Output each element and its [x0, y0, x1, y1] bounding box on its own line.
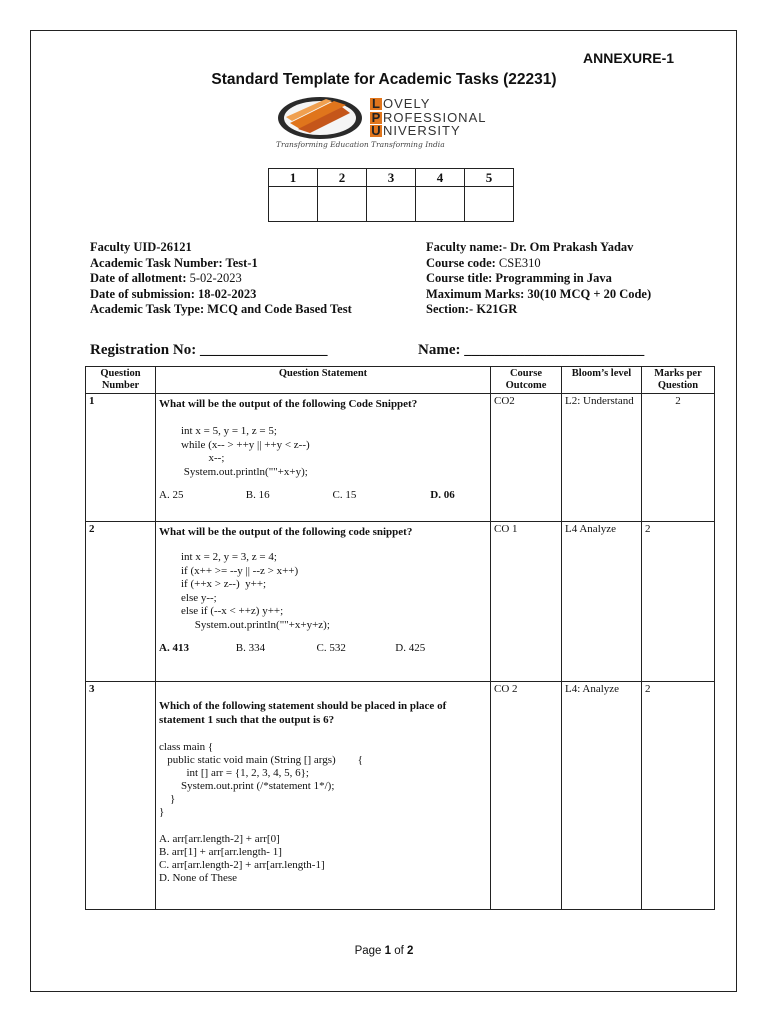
- maximum-marks: Maximum Marks: 30(10 MCQ + 20 Code): [426, 286, 652, 301]
- score-table: [268, 168, 514, 222]
- score-cell[interactable]: [465, 187, 514, 222]
- logo-wordmark: L OVELY P ROFESSIONAL U NIVERSITY: [371, 96, 487, 138]
- faculty-name: Faculty name:- Dr. Om Prakash Yadav: [426, 240, 634, 254]
- course-outcome: CO 2: [491, 682, 562, 910]
- option: A. 25: [159, 489, 184, 501]
- task-type: Academic Task Type: MCQ and Code Based Test: [90, 302, 352, 316]
- question-table: [85, 366, 715, 910]
- logo-emblem-icon: [276, 95, 364, 141]
- bloom-level: L4 Analyze: [562, 522, 642, 682]
- option: C. arr[arr.length-2] + arr[arr.length-1]: [159, 859, 325, 871]
- column-header: Question Number: [86, 367, 156, 394]
- bloom-level: L2: Understand: [562, 394, 642, 522]
- question-statement: [156, 682, 491, 910]
- option: C. 15: [332, 489, 357, 501]
- question-statement: [156, 522, 491, 682]
- option: B. arr[1] + arr[arr.length- 1]: [159, 846, 282, 858]
- marks: 2: [642, 394, 715, 522]
- registration-field[interactable]: Registration No: _________________: [90, 342, 328, 358]
- question-number: 1: [86, 394, 156, 522]
- options-row: [159, 642, 487, 654]
- score-cell[interactable]: [416, 187, 465, 222]
- options-list: [159, 833, 487, 885]
- bloom-level: L4: Analyze: [562, 682, 642, 910]
- table-row: [86, 394, 715, 522]
- marks: 2: [642, 522, 715, 682]
- score-header: 5: [465, 169, 514, 187]
- task-number: Academic Task Number: Test-1: [90, 255, 258, 270]
- score-header: 4: [416, 169, 465, 187]
- option: D. 425: [395, 642, 426, 654]
- university-logo: [276, 95, 496, 151]
- page-footer: Page 1 of 2: [354, 945, 414, 957]
- code-snippet: int x = 5, y = 1, z = 5; while (x-- > ++y || ++y < z--) x--; System.out.println(""+x+y);: [181, 425, 310, 478]
- code-snippet: class main { public static void main (String [] args) { int [] arr = {1, 2, 3, 4, 5, 6}; System.out.print (/*statement 1*/); } }: [159, 741, 363, 818]
- score-header: 1: [269, 169, 318, 187]
- details-left: [90, 240, 352, 318]
- logo-tagline: Transforming Education Transforming India: [276, 140, 445, 149]
- score-cell[interactable]: [269, 187, 318, 222]
- faculty-uid: Faculty UID-26121: [90, 240, 192, 254]
- option: C. 532: [316, 642, 346, 654]
- option: D. None of These: [159, 872, 237, 884]
- option-answer: D. 06: [430, 489, 455, 501]
- column-header: Bloom’s level: [562, 367, 642, 394]
- table-row: [86, 522, 715, 682]
- score-cell[interactable]: [318, 187, 367, 222]
- option: B. 16: [245, 489, 270, 501]
- score-cell[interactable]: [367, 187, 416, 222]
- course-title: Course title: Programming in Java: [426, 271, 612, 285]
- question-statement: [156, 394, 491, 522]
- marks: 2: [642, 682, 715, 910]
- column-header: Question Statement: [156, 367, 491, 394]
- options-row: [159, 489, 487, 501]
- option: A. arr[arr.length-2] + arr[0]: [159, 833, 280, 845]
- current-page: 1: [384, 945, 392, 957]
- question-stem: Which of the following statement should be placed in place of statement 1 such that the output is 6?: [159, 700, 447, 726]
- table-row: [86, 682, 715, 910]
- score-header: 2: [318, 169, 367, 187]
- option-answer: A. 413: [159, 642, 189, 654]
- section: Section:- K21GR: [426, 302, 518, 316]
- course-outcome: CO2: [491, 394, 562, 522]
- column-header: Course Outcome: [491, 367, 562, 394]
- document-title: Standard Template for Academic Tasks (22231): [211, 71, 557, 88]
- question-number: 2: [86, 522, 156, 682]
- annexure-label: ANNEXURE-1: [583, 50, 675, 66]
- total-pages: 2: [407, 945, 414, 957]
- question-stem: What will be the output of the following code snippet?: [159, 526, 413, 538]
- submission-date: Date of submission: 18-02-2023: [90, 286, 257, 301]
- code-snippet: int x = 2, y = 3, z = 4; if (x++ >= --y || --z > x++) if (++x > z--) y++; else y--; else if (--x < ++z) y++; System.out.println(""+x+y+z);: [181, 551, 330, 631]
- column-header: Marks per Question: [642, 367, 715, 394]
- course-code: Course code: CSE310: [426, 255, 541, 270]
- name-field[interactable]: Name: ________________________: [418, 342, 645, 358]
- course-outcome: CO 1: [491, 522, 562, 682]
- question-stem: What will be the output of the following Code Snippet?: [159, 398, 418, 410]
- option: B. 334: [235, 642, 266, 654]
- allotment-date: Date of allotment: 5-02-2023: [90, 271, 242, 285]
- score-header: 3: [367, 169, 416, 187]
- question-number: 3: [86, 682, 156, 910]
- details-right: [426, 240, 651, 318]
